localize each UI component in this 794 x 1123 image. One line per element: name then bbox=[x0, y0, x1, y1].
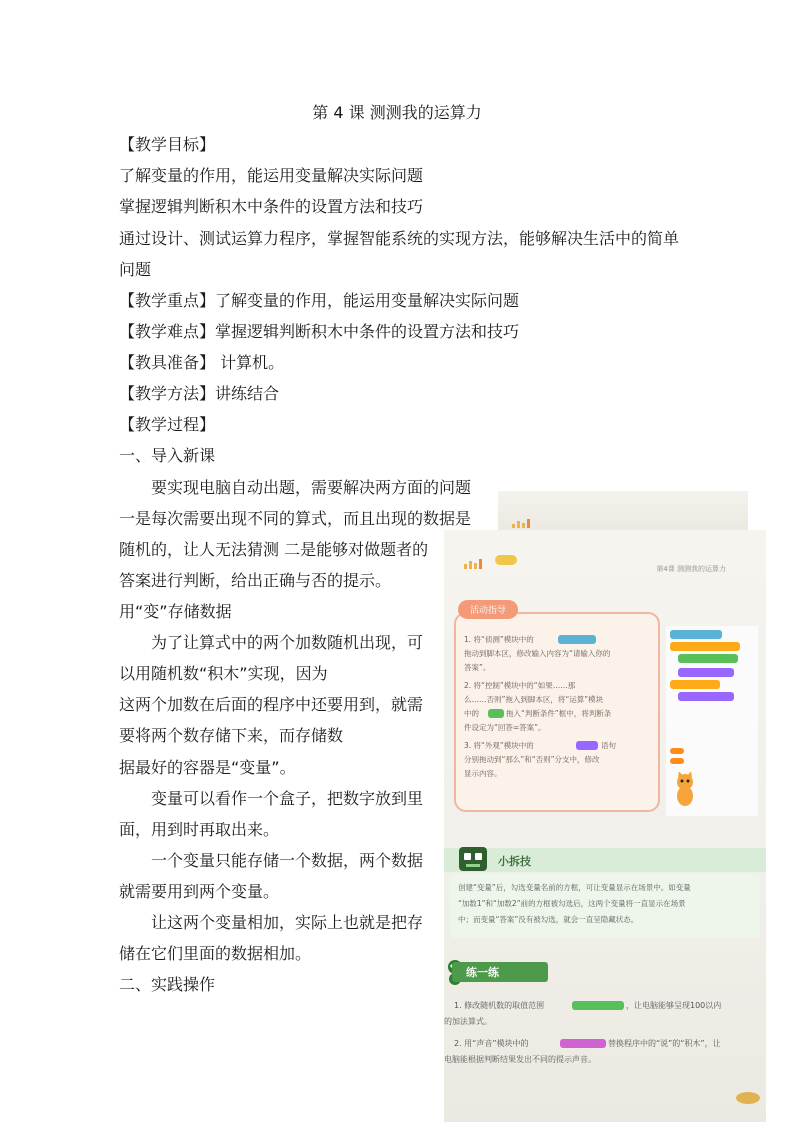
paragraph-line: 储在它们里面的数据相加。 bbox=[119, 944, 312, 963]
key-point: 【教学重点】了解变量的作用，能运用变量解决实际问题 bbox=[119, 291, 520, 310]
exercise-line: 电脑能根据判断结果发出不同的提示声音。 bbox=[444, 1055, 596, 1064]
tip-line: 创建“变量”后，勾选变量名前的方框，可让变量显示在场景中。如变量 bbox=[458, 883, 691, 892]
subheading-variable: 用“变”存储数据 bbox=[119, 602, 232, 621]
paragraph-line: 面，用到时再取出来。 bbox=[119, 820, 280, 839]
activity-line: 分别拖动到“那么”和“否则”分支中，修改 bbox=[464, 755, 600, 764]
activity-line: 显示内容。 bbox=[464, 769, 502, 778]
lesson-title: 第 4 课 测测我的运算力 bbox=[312, 103, 482, 122]
activity-line: 中的 bbox=[464, 709, 479, 718]
activity-line: 2. 将“控制”模块中的“如果……那 bbox=[464, 681, 576, 690]
paragraph-line: 这两个加数在后面的程序中还要用到，就需 bbox=[119, 695, 424, 714]
paragraph-line: 以用随机数“积木”实现，因为 bbox=[119, 664, 328, 683]
subsection-intro: 一、导入新课 bbox=[119, 446, 216, 465]
exercise-line: 的加法算式。 bbox=[444, 1017, 492, 1026]
lesson-tag: 第4课 测测我的运算力 bbox=[656, 565, 726, 573]
page-number-badge-icon bbox=[734, 1090, 762, 1106]
activity-line: 拖动到脚本区，修改输入内容为“请输入你的 bbox=[464, 649, 611, 658]
random-block-icon bbox=[572, 1001, 624, 1010]
script-area-illustration bbox=[666, 626, 758, 816]
tip-header bbox=[444, 848, 766, 872]
section-heading-goals: 【教学目标】 bbox=[119, 135, 216, 154]
paragraph-line: 变量可以看作一个盒子，把数字放到里 bbox=[151, 789, 424, 808]
activity-line: 么……否则”拖入到脚本区，将“运算”模块 bbox=[464, 695, 604, 704]
goal-1: 了解变量的作用，能运用变量解决实际问题 bbox=[119, 166, 424, 185]
paragraph-line: 就需要用到两个变量。 bbox=[119, 882, 280, 901]
exercise-line: 替换程序中的“说”的“积木”，让 bbox=[608, 1039, 721, 1048]
paragraph-line: 为了让算式中的两个加数随机出现，可 bbox=[151, 633, 424, 652]
paragraph-line: 让这两个变量相加，实际上也就是把存 bbox=[151, 913, 424, 932]
teaching-aids: 【教具准备】 计算机。 bbox=[119, 353, 285, 372]
tip-title: 小拆技 bbox=[498, 855, 531, 868]
teaching-method: 【教学方法】讲练结合 bbox=[119, 384, 280, 403]
paragraph-line: 一是每次需要出现不同的算式，而且出现的数据是 bbox=[119, 509, 472, 528]
subsection-practice: 二、实践操作 bbox=[119, 975, 216, 994]
activity-line: 件设定为“回答=答案”。 bbox=[464, 723, 546, 732]
exercise-line: 1. 修改随机数的取值范围 bbox=[454, 1001, 545, 1010]
sensing-block-icon bbox=[558, 635, 596, 644]
tip-line: 中；而变量“答案”没有被勾选，就会一直呈隐藏状态。 bbox=[458, 915, 639, 924]
textbook-photo-back bbox=[498, 491, 748, 531]
textbook-photo bbox=[444, 530, 766, 1122]
activity-line: 1. 将“侦测”模块中的 bbox=[464, 635, 534, 644]
operator-block-icon bbox=[488, 709, 504, 718]
decorative-bars-icon bbox=[512, 509, 532, 528]
exercise-title: 练一练 bbox=[466, 966, 499, 979]
exercise-line: 2. 用“声音”模块中的 bbox=[454, 1039, 529, 1048]
paragraph-line: 要将两个数存储下来，而存储数 bbox=[119, 726, 344, 745]
scratch-cat-icon bbox=[670, 772, 700, 808]
section-heading-process: 【教学过程】 bbox=[119, 415, 216, 434]
activity-line: 语句 bbox=[601, 741, 616, 750]
paragraph-line: 要实现电脑自动出题，需要解决两方面的问题 bbox=[151, 478, 472, 497]
goal-3-cont: 问题 bbox=[119, 260, 152, 279]
goal-2: 掌握逻辑判断积木中条件的设置方法和技巧 bbox=[119, 197, 424, 216]
difficult-point: 【教学难点】掌握逻辑判断积木中条件的设置方法和技巧 bbox=[119, 322, 520, 341]
looks-block-icon bbox=[576, 741, 598, 750]
tip-line: “加数1”和“加数2”前的方框被勾选后，这两个变量将一直显示在场景 bbox=[458, 899, 686, 908]
paragraph-line: 据最好的容器是“变量”。 bbox=[119, 758, 296, 777]
sound-block-icon bbox=[560, 1039, 606, 1048]
exercise-line: ，让电脑能够呈现100以内 bbox=[626, 1001, 722, 1010]
activity-line: 答案”。 bbox=[464, 663, 491, 672]
paragraph-line: 答案进行判断，给出正确与否的提示。 bbox=[119, 571, 392, 590]
paragraph-line: 随机的，让人无法猜测 二是能够对做题者的 bbox=[119, 540, 429, 559]
robot-mascot-icon bbox=[456, 844, 490, 876]
activity-line: 3. 将“外观”模块中的 bbox=[464, 741, 534, 750]
activity-label: 活动指导 bbox=[458, 600, 518, 619]
paragraph-line: 一个变量只能存储一个数据，两个数据 bbox=[151, 851, 424, 870]
goal-3: 通过设计、测试运算力程序，掌握智能系统的实现方法，能够解决生活中的简单 bbox=[119, 229, 680, 248]
activity-line: 拖入“判断条件”框中，将判断条 bbox=[506, 709, 612, 718]
